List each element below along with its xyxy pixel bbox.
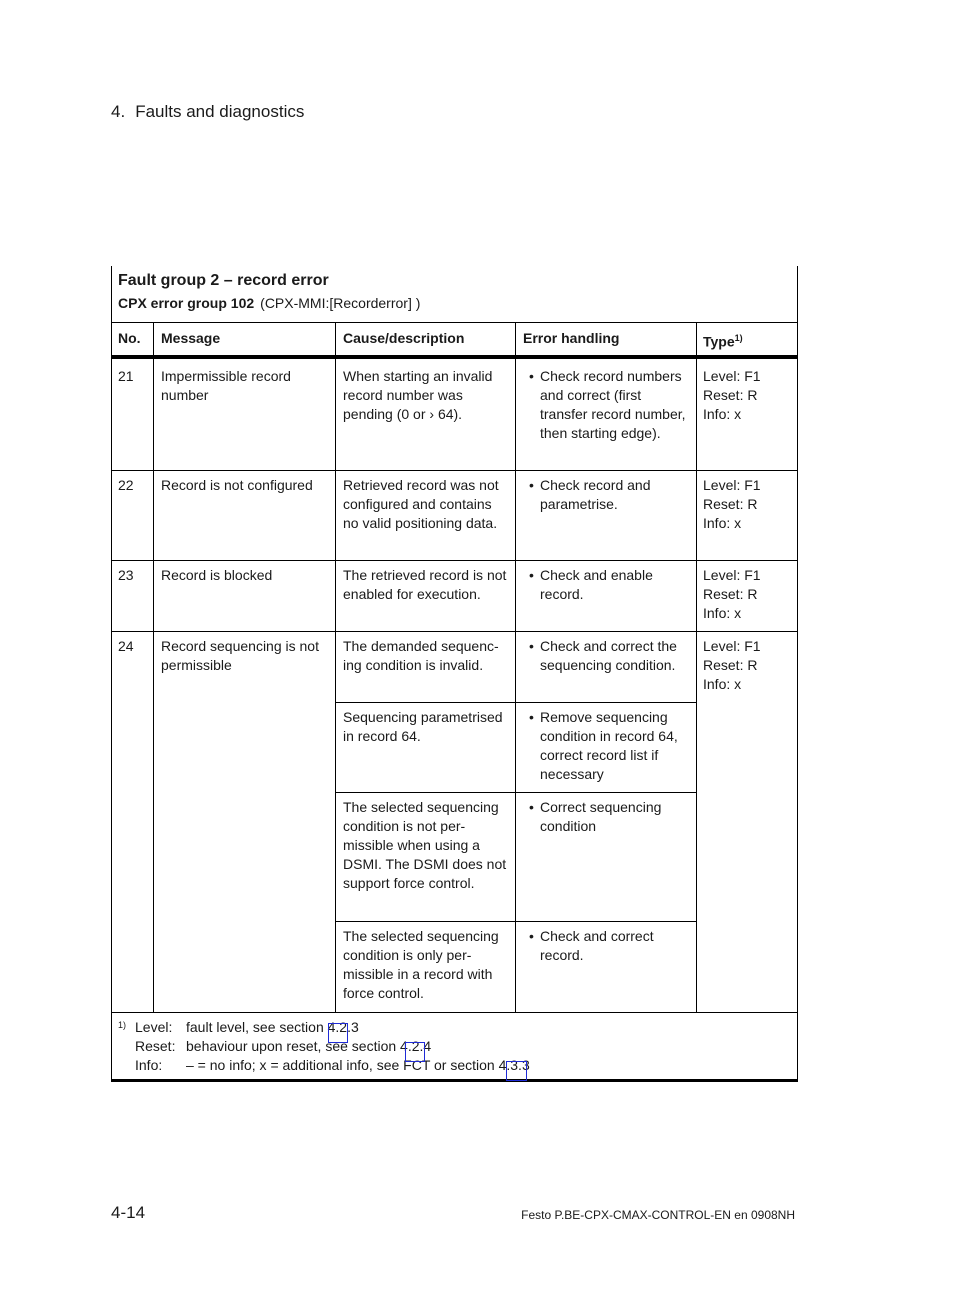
row-22-type [703, 476, 761, 533]
footnote-info-text: – = no info; x = additional info, see FCT or section 4.3.3 [186, 1057, 530, 1073]
bullet-icon: • [529, 567, 534, 583]
row-divider [111, 470, 798, 471]
row-23-handling-text: Check and enable record. [540, 567, 653, 602]
column-header-type [703, 329, 743, 352]
row-23-handling [523, 566, 690, 604]
row-24a-handling [523, 637, 696, 675]
row-divider [111, 631, 798, 632]
column-divider [335, 322, 336, 1012]
table-subtitle-bold: CPX error group 102 [118, 295, 255, 311]
row-22-message: Record is not configured [161, 477, 313, 493]
row-24c-handling [523, 798, 696, 836]
type-info: Info: x [703, 406, 742, 422]
row-23-type [703, 566, 761, 623]
row-24d-handling [523, 927, 696, 965]
bullet-icon: • [529, 477, 534, 493]
bullet-icon: • [529, 638, 534, 654]
bullet-icon: • [529, 799, 534, 815]
row-21-handling-text: Check record numbers and correct (first transfer record number, then starting edge). [540, 368, 686, 441]
header-top-rule [111, 322, 798, 323]
bullet-icon: • [529, 368, 534, 384]
row-24b-handling-text: Remove sequencing condition in record 64, correct record list if necessary [540, 709, 678, 782]
column-divider [696, 322, 697, 1012]
footnote-marker-text: 1) [118, 1020, 127, 1030]
footnote-reset-text: behaviour upon reset, see section 4.2.4 [186, 1038, 432, 1054]
footnote-info-label: Info: [135, 1057, 163, 1073]
footnote-reset-label: Reset: [135, 1038, 176, 1054]
chapter-heading [111, 102, 304, 122]
row-24c-handling-text: Correct sequencing condition [540, 799, 662, 834]
row-21-message: Impermissible record number [161, 368, 291, 403]
page-number: 4-14 [111, 1203, 146, 1222]
header-bottom-rule [111, 355, 798, 359]
bullet-icon: • [529, 928, 534, 944]
type-level: Level: F1 [703, 477, 761, 493]
row-21-cause: When starting an invalid record number was pending (0 or › 64). [343, 368, 493, 422]
footnote-marker [118, 1016, 126, 1039]
row-22-cause: Retrieved record was not configured and contains no valid positioning data. [343, 477, 499, 531]
row-24d-handling-text: Check and correct record. [540, 928, 654, 963]
footnote-level-text: fault level, see section 4.2.3 [186, 1019, 359, 1035]
section-link-4-3-3[interactable] [506, 1061, 527, 1081]
row-23-cause: The retrieved record is not enabled for execution. [343, 567, 507, 602]
type-info: Info: x [703, 605, 742, 621]
column-header-no: No. [118, 330, 141, 346]
row-24b-handling [523, 708, 696, 784]
row-24d-cause: The selected sequencing condition is only permissible in a record with force control. [343, 928, 499, 1001]
type-reset: Reset: R [703, 387, 758, 403]
section-link-4-2-3[interactable] [328, 1023, 348, 1043]
row-22-handling-text: Check record and parametrise. [540, 477, 651, 512]
bullet-icon: • [529, 709, 534, 725]
table-subtitle-rest: (CPX-MMI:[Recorderror] ) [260, 295, 421, 311]
row-24b-cause: Sequencing parametrised in record 64. [343, 709, 503, 744]
column-divider [515, 322, 516, 1012]
column-header-handling: Error handling [523, 330, 620, 346]
row-21-type [703, 367, 761, 424]
type-level: Level: F1 [703, 368, 761, 384]
row-21-no: 21 [118, 368, 134, 384]
section-link-4-2-4[interactable] [405, 1042, 425, 1062]
column-header-cause: Cause/description [343, 330, 465, 346]
column-header-message: Message [161, 330, 221, 346]
table-subtitle [118, 295, 420, 311]
type-level: Level: F1 [703, 567, 761, 583]
table-title: Fault group 2 – record error [118, 272, 329, 289]
row-24-message: Record sequencing is not permissible [161, 638, 319, 673]
footnote-level-label: Level: [135, 1019, 173, 1035]
row-22-no: 22 [118, 477, 134, 493]
footnote-divider [111, 1012, 798, 1013]
row-24-type [703, 637, 761, 694]
type-level: Level: F1 [703, 638, 761, 654]
row-23-message: Record is blocked [161, 567, 273, 583]
row-22-handling [523, 476, 690, 514]
type-reset: Reset: R [703, 586, 758, 602]
column-divider [153, 322, 154, 1012]
type-reset: Reset: R [703, 657, 758, 673]
type-footnote-marker: 1) [734, 333, 743, 343]
row-divider [111, 560, 798, 561]
chapter-number: 4. [111, 102, 126, 121]
row-24a-cause: The demanded sequencing condition is invalid. [343, 638, 499, 673]
type-info: Info: x [703, 676, 742, 692]
row-24a-handling-text: Check and correct the sequencing condition. [540, 638, 677, 673]
type-reset: Reset: R [703, 496, 758, 512]
row-23-no: 23 [118, 567, 134, 583]
chapter-title: Faults and diagnostics [135, 102, 305, 121]
row-21-handling [523, 367, 690, 443]
row-24c-cause: The selected sequencing condition is not permissible when using a DSMI. The DSMI does not support force control. [343, 799, 507, 891]
type-info: Info: x [703, 515, 742, 531]
document-reference: Festo P.BE-CPX-CMAX-CONTROL-EN en 0908NH [521, 1208, 795, 1222]
column-header-type-label: Type [703, 333, 735, 350]
row-24-no: 24 [118, 638, 134, 654]
